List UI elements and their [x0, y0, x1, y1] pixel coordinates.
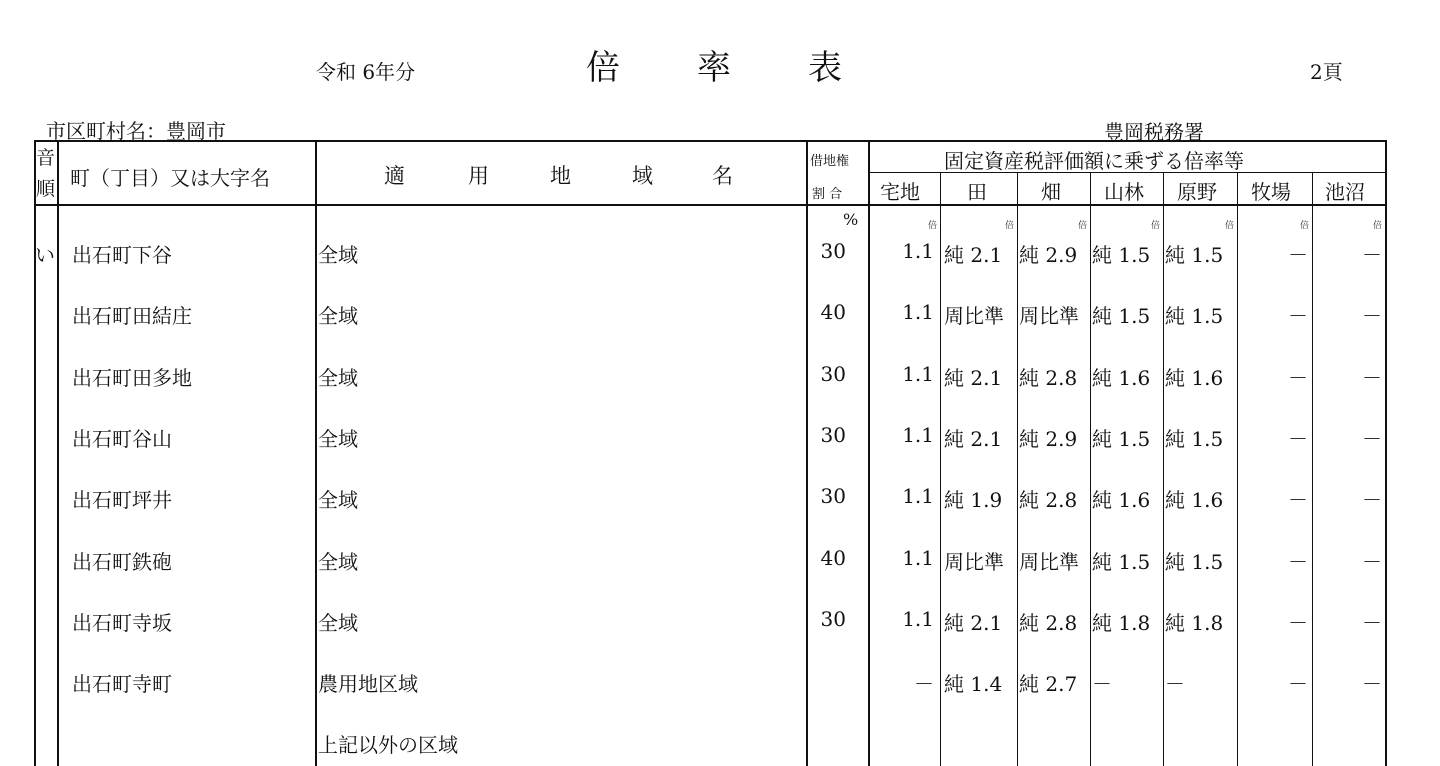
cell-takuchi: 1.1: [902, 361, 934, 386]
header-order-bottom: 順: [36, 178, 56, 200]
cell-town: 出石町坪井: [72, 488, 172, 513]
col-divider-town: [315, 140, 317, 766]
header-col-takuchi: 宅地: [880, 180, 920, 204]
table-right-border: [1385, 140, 1387, 766]
cell-ta: 純 2.1: [944, 426, 1003, 451]
cell-ta: 周比準: [944, 549, 1004, 574]
unit-ike: 倍: [1373, 221, 1383, 231]
cell-lease: 30: [820, 484, 846, 509]
cell-hata: 純 2.9: [1019, 426, 1078, 451]
cell-sanrin: 純 1.6: [1092, 365, 1151, 390]
cell-sanrin: －: [1092, 672, 1112, 697]
cell-area: 全域: [318, 365, 358, 390]
cell-lease: 30: [820, 422, 846, 447]
col-divider-sanrin: [1163, 172, 1164, 766]
unit-sanrin: 倍: [1151, 221, 1161, 231]
header-col-sanrin: 山林: [1104, 180, 1144, 204]
cell-sanrin: 純 1.8: [1092, 610, 1151, 635]
cell-ike: －: [1362, 672, 1382, 697]
unit-bokujo: 倍: [1300, 221, 1310, 231]
cell-lease: 40: [820, 545, 846, 570]
cell-bokujo: －: [1288, 243, 1308, 267]
cell-lease: 30: [820, 239, 846, 263]
cell-hata: 純 2.9: [1019, 243, 1078, 267]
header-town-name: 町（丁目）又は大字名: [70, 166, 270, 190]
cell-genya: 純 1.5: [1165, 549, 1224, 574]
cell-lease: 30: [820, 361, 846, 386]
cell-takuchi: －: [914, 672, 934, 697]
header-area-char-3: 地: [550, 164, 571, 188]
cell-genya: 純 1.5: [1165, 304, 1224, 329]
cell-area: 全域: [318, 488, 358, 513]
col-divider-takuchi: [940, 172, 941, 766]
cell-takuchi: 1.1: [902, 300, 934, 325]
cell-town: 出石町寺坂: [72, 610, 172, 635]
cell-ike: －: [1362, 610, 1382, 635]
cell-hata: 周比準: [1019, 304, 1079, 329]
cell-area: 全域: [318, 549, 358, 574]
cell-ike: －: [1362, 365, 1382, 390]
cell-bokujo: －: [1288, 365, 1308, 390]
cell-takuchi: 1.1: [902, 606, 934, 631]
cell-lease: 40: [820, 300, 846, 325]
cell-ta: 純 2.1: [944, 243, 1003, 267]
cell-bokujo: －: [1288, 304, 1308, 329]
cell-ta: 純 2.1: [944, 365, 1003, 390]
header-group-label: 固定資産税評価額に乗ずる倍率等: [944, 149, 1244, 173]
cell-genya: 純 1.5: [1165, 426, 1224, 451]
col-divider-genya: [1237, 172, 1238, 766]
tax-office-label: 豊岡税務署: [1104, 120, 1204, 144]
col-divider-ta: [1017, 172, 1018, 766]
title-char-2: 率: [697, 48, 731, 88]
cell-town: 出石町鉄砲: [72, 549, 172, 574]
cell-genya: 純 1.5: [1165, 243, 1224, 267]
header-col-hata: 畑: [1041, 180, 1061, 204]
cell-ike: －: [1362, 488, 1382, 513]
header-area-char-4: 域: [632, 164, 653, 188]
cell-hata: 純 2.8: [1019, 488, 1078, 513]
cell-lease: 30: [820, 606, 846, 631]
cell-town: 出石町田結庄: [72, 304, 192, 329]
cell-sanrin: 純 1.5: [1092, 243, 1151, 267]
cell-town: 出石町下谷: [72, 243, 172, 267]
cell-area: 上記以外の区域: [318, 733, 458, 758]
header-area-char-5: 名: [712, 164, 733, 188]
header-lease-top: 借地権: [810, 154, 850, 169]
cell-takuchi: 1.1: [902, 422, 934, 447]
cell-ta: 純 2.1: [944, 610, 1003, 635]
cell-genya: 純 1.8: [1165, 610, 1224, 635]
table-top-border: [34, 140, 1386, 142]
cell-hata: 周比準: [1019, 549, 1079, 574]
header-col-ike: 池沼: [1325, 180, 1365, 204]
header-area-char-1: 適: [384, 164, 405, 188]
cell-bokujo: －: [1288, 488, 1308, 513]
cell-area: 全域: [318, 426, 358, 451]
col-divider-bokujo: [1312, 172, 1313, 766]
cell-sanrin: 純 1.5: [1092, 426, 1151, 451]
cell-sanrin: 純 1.5: [1092, 304, 1151, 329]
order-char: い: [35, 243, 55, 267]
cell-takuchi: 1.1: [902, 239, 934, 263]
cell-genya: －: [1165, 672, 1185, 697]
cell-ta: 純 1.4: [944, 672, 1003, 697]
header-col-ta: 田: [967, 180, 987, 204]
page-number: 2頁: [1310, 60, 1343, 84]
cell-town: 出石町田多地: [72, 365, 192, 390]
col-divider-order: [57, 140, 59, 766]
table-left-border: [34, 140, 36, 766]
cell-area: 農用地区域: [318, 672, 418, 697]
cell-hata: 純 2.7: [1019, 672, 1078, 697]
cell-area: 全域: [318, 304, 358, 329]
cell-hata: 純 2.8: [1019, 610, 1078, 635]
cell-hata: 純 2.8: [1019, 365, 1078, 390]
cell-bokujo: －: [1288, 672, 1308, 697]
title-char-1: 倍: [586, 48, 620, 88]
cell-ike: －: [1362, 426, 1382, 451]
cell-ike: －: [1362, 549, 1382, 574]
unit-genya: 倍: [1225, 221, 1235, 231]
header-lease-bottom: 割 合: [812, 187, 843, 202]
cell-ike: －: [1362, 243, 1382, 267]
cell-bokujo: －: [1288, 610, 1308, 635]
cell-sanrin: 純 1.5: [1092, 549, 1151, 574]
header-order-top: 音: [36, 147, 56, 169]
title-char-3: 表: [808, 48, 842, 88]
cell-town: 出石町谷山: [72, 426, 172, 451]
cell-genya: 純 1.6: [1165, 365, 1224, 390]
unit-hata: 倍: [1078, 221, 1088, 231]
header-col-genya: 原野: [1177, 180, 1217, 204]
cell-area: 全域: [318, 243, 358, 267]
unit-ta: 倍: [1005, 221, 1015, 231]
cell-ta: 純 1.9: [944, 488, 1003, 513]
city-label: 市区町村名：豊岡市: [46, 119, 226, 143]
cell-area: 全域: [318, 610, 358, 635]
col-divider-hata: [1090, 172, 1091, 766]
header-col-bokujo: 牧場: [1251, 180, 1291, 204]
cell-sanrin: 純 1.6: [1092, 488, 1151, 513]
unit-takuchi: 倍: [928, 221, 938, 231]
col-divider-area: [806, 140, 808, 766]
cell-ike: －: [1362, 304, 1382, 329]
cell-bokujo: －: [1288, 549, 1308, 574]
header-area-char-2: 用: [468, 164, 489, 188]
percent-unit-mark: %: [843, 210, 859, 229]
era-label: 令和 6年分: [316, 60, 416, 84]
col-divider-lease: [868, 140, 870, 766]
cell-takuchi: 1.1: [902, 545, 934, 570]
cell-takuchi: 1.1: [902, 484, 934, 509]
cell-genya: 純 1.6: [1165, 488, 1224, 513]
cell-town: 出石町寺町: [72, 672, 172, 697]
cell-ta: 周比準: [944, 304, 1004, 329]
cell-bokujo: －: [1288, 426, 1308, 451]
